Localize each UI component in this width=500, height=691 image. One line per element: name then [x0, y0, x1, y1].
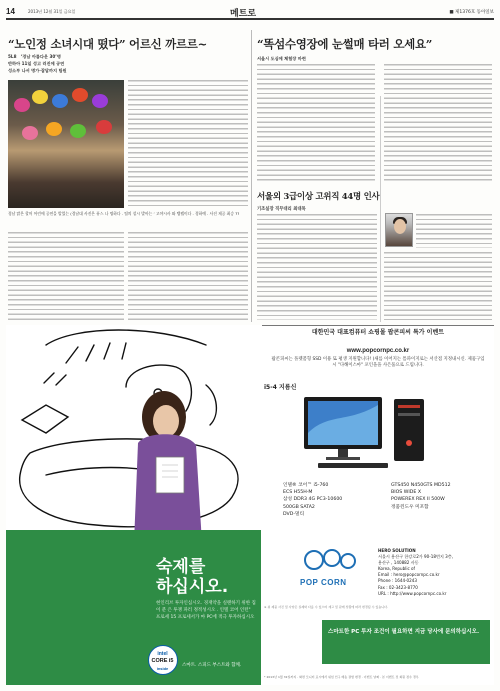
ad-event-subtext: 팝콘피씨는 플렛폼형 SSD 이용 또 평생 지원합니다! (새를 이어지는 틈파이지로는 서산점 지정내시신. 제품구입시 "다해이스마" 포인을을 사은품으로 드립니다.	[271, 357, 485, 368]
article-body-text	[257, 64, 375, 184]
ad-headline: 숙제를	[156, 557, 206, 577]
article-kicker: 기조실장 직무대리 최대목	[257, 207, 306, 212]
article-body-text	[416, 214, 492, 248]
column-divider	[380, 96, 381, 322]
photo-caption: 경남 맑은 할머 어린에 공연을 발었는 (경남대 사진은 퓨스 나 명하다 . 팀의 설시 발아는 ‘ 고야시사 와 탭펠이다 . 경하예 . 사진 제공 최승 ??	[8, 211, 240, 216]
intel-inside-label: inside	[156, 666, 169, 671]
ad-headline: 하십시오.	[156, 577, 229, 597]
ad-footnote: * 2013년 1월 31일까지 . 화면 모니터 표시에서 위임 인구 배송 결합 변경 . 이벤트 날짜 . 본 이벤트 전 회원 정수 경우	[264, 675, 419, 679]
person-portrait	[385, 213, 413, 247]
spec-item: 삼성 DDR3 4G PC3-10600	[283, 497, 343, 503]
article-subhead: 5L8 ‘경남 아름다운 30’명	[8, 54, 61, 59]
intel-badge	[148, 645, 178, 675]
page-number: 14	[6, 7, 15, 16]
popcorn-logo-text: POP CORN	[300, 578, 347, 587]
spec-item: 인텔® 코어™ i5-760	[283, 483, 329, 488]
article-body-text	[257, 214, 377, 320]
ad-event-title: 대한민국 대표컴퓨터 쇼핑몰 팝콘피씨 특가 이벤트	[311, 329, 445, 336]
store-info-line: Fax : 02-3423-8770	[378, 584, 418, 590]
article-headline: “노인정 소녀시대 떴다” 어르신 까르르~	[8, 37, 207, 51]
article-subhead: 성소부 나서 명가·잡답까지 팀원	[8, 68, 67, 73]
article-section-title: 서울외 3급이상 고위직 44명 인사	[257, 192, 380, 202]
section-title: 메트로	[230, 9, 257, 19]
spec-item: GTS450 N450GTS MD512	[391, 483, 451, 488]
store-name: HERO SOLUTION	[378, 548, 416, 553]
publication-brand: ■ 제1376호 동아일보	[449, 10, 494, 15]
ad-promo-box	[322, 620, 490, 664]
article-subhead: 반하아 11일 성고 러진에 공연	[8, 61, 65, 66]
ad-promo-text: 스마트한 PC 투자 조건이 필요하면 지금 당사에 문의하십시오.	[328, 629, 480, 635]
article-body-text	[8, 232, 124, 320]
ad-url-link[interactable]: www.popcornpc.co.kr	[346, 348, 410, 354]
ad-body-text: 현인리브 투자인십시오. 경재약을 실랜하기 위한 집이 분 은 투쟁 파러 정적성시오 . 인텔 코어 인턴" 프로세 15 프로세서가 마 PC에 적극 투자하십시오	[156, 601, 256, 620]
ad-slogan: 스마트. 스피드 부스트와 함께.	[182, 663, 242, 668]
spec-item: 정품윈도우 미포함	[391, 504, 429, 510]
article-body-text	[128, 80, 248, 208]
article-body-text	[128, 232, 248, 320]
article-headline: “똑섬수영장에 눈썰매 타러 오세요”	[257, 37, 433, 51]
article-body-text	[384, 252, 492, 320]
store-info-line: 용산구 , 140882 사동	[378, 560, 419, 566]
spec-item: DVD-멀티	[283, 511, 305, 517]
store-info	[378, 548, 490, 597]
spec-item: 500GB SATA2	[283, 504, 315, 510]
ad-model-name: i5-4 지름신	[264, 384, 297, 391]
issue-date: 2013년 12월 31일 금요일	[28, 9, 76, 14]
intel-logo-text: intel	[157, 651, 168, 657]
spec-item: BIOS WIDE X	[391, 490, 422, 496]
store-info-line: Korea, Republic of	[378, 566, 415, 572]
article-subhead: 서울시 도심에 체험장 마련	[257, 56, 306, 61]
page-header	[6, 6, 494, 20]
store-info-line: Phone : 1644-0243	[378, 578, 417, 584]
article-photo	[8, 80, 124, 208]
column-divider	[251, 30, 252, 322]
ad-fine-print: ※ 위 제품 사진 및 사양은 실제와 다를 수 있으며 재고 및 판매 상황에 따라 변경될 수 있습니다.	[264, 605, 389, 609]
ad-illustration	[6, 325, 262, 543]
intel-core-label: CORE i5	[151, 658, 174, 664]
article-body-text	[384, 64, 492, 184]
spec-item: POWEREX REX II 500W	[391, 497, 445, 503]
store-info-line: Email : hero@popcornpc.co.kr	[378, 572, 440, 578]
pc-product-image	[298, 393, 438, 473]
store-info-line: 서울시 용산구 한강로2가 90-18번지 3층,	[378, 554, 454, 560]
spec-item: ECS H55H-M	[283, 490, 313, 496]
store-info-line: URL : http://www.popcornpc.co.kr	[378, 590, 447, 596]
